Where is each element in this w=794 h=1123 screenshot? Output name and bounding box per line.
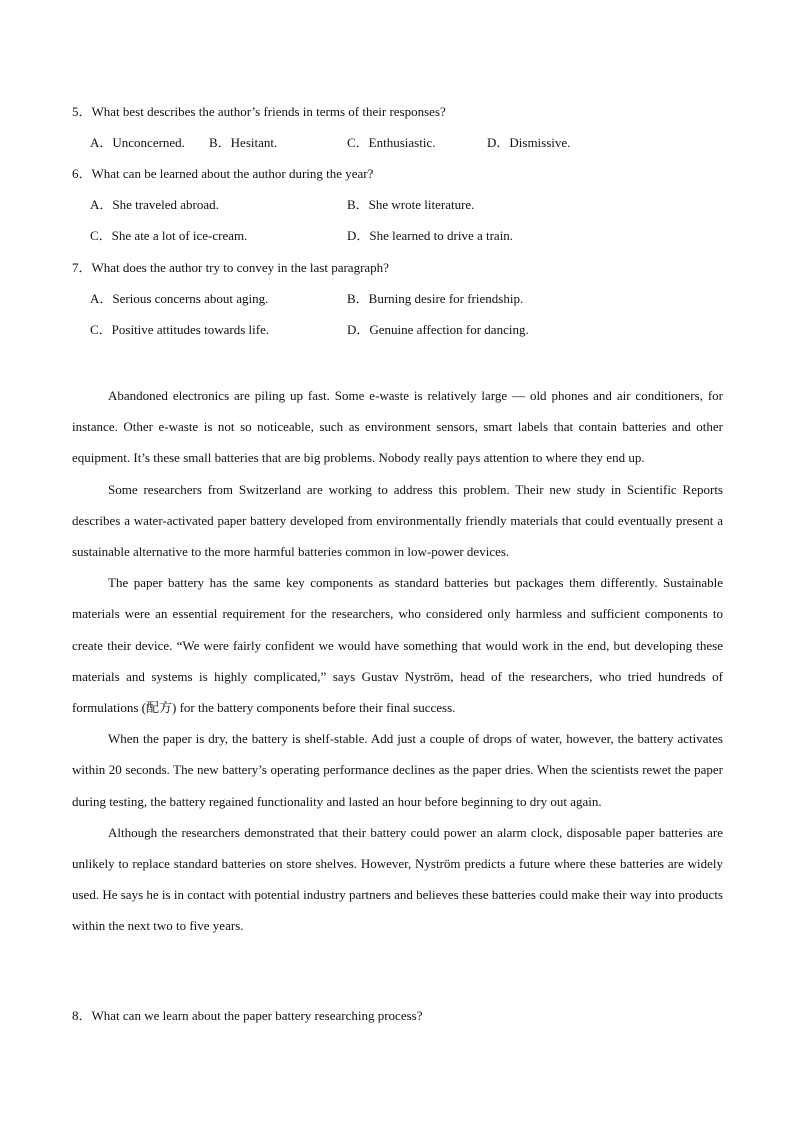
question-7-options-row1 [0,289,794,309]
option-b: B．Burning desire for friendship. [347,291,524,306]
question-7-options-row2 [0,320,794,340]
option-d: D．Genuine affection for dancing. [347,322,529,337]
passage-paragraph-4: When the paper is dry, the battery is shelf-stable. Add just a couple of drops of water, however, the battery activates within 20 seconds. The new battery’s operating performance declines as the paper dries. When the scientists rewet the paper during testing, the battery regained functionality and lasted an hour before beginning to dry out again. [72,731,723,809]
option-c: C．Positive attitudes towards life. [90,322,270,337]
question-7-stem: 7．What does the author try to convey in the last paragraph? [72,260,389,275]
reading-passage [72,380,723,942]
option-b: B．She wrote literature. [347,197,475,212]
option-b: B．Hesitant. [209,135,278,150]
option-d: D．She learned to drive a train. [347,228,514,243]
question-6-options-row2 [0,226,794,246]
option-a: A．Serious concerns about aging. [90,291,269,306]
passage-paragraph-2: Some researchers from Switzerland are working to address this problem. Their new study in Scientific Reports describes a water-activated paper battery developed from environmentally friendly materials that could eventually present a sustainable alternative to the more harmful batteries common in low-power devices. [72,481,723,560]
option-c: C．She ate a lot of ice-cream. [90,228,248,243]
passage-paragraph-3: The paper battery has the same key components as standard batteries but packages them differently. Sustainable materials were an essential requirement for the researchers, who considered only harmless and sufficient components to create their device. “We were fairly confident we would have something that would work in the end, but developing these materials and systems is highly complicated,” says Gustav Nyström, head of the researchers, who tried hundreds of formulations (配方) for the battery components before their final success. [72,575,723,716]
question-5-stem: 5．What best describes the author’s friends in terms of their responses? [72,104,446,119]
passage-paragraph-5: Although the researchers demonstrated that their battery could power an alarm clock, disposable paper batteries are unlikely to replace standard batteries on store shelves. However, Nyström predicts a future where these batteries are widely used. He says he is in contact with potential industry partners and believes these batteries could make their way into products within the next two to five years. [72,824,723,934]
question-6-stem: 6．What can be learned about the author during the year? [72,166,374,181]
option-c: C．Enthusiastic. [347,135,436,150]
question-6-options-row1 [0,195,794,215]
question-8-stem: 8．What can we learn about the paper battery researching process? [72,1008,423,1023]
option-a: A．Unconcerned. [90,135,185,150]
option-a: A．She traveled abroad. [90,197,219,212]
question-5-options [0,133,794,153]
passage-paragraph-1: Abandoned electronics are piling up fast. Some e-waste is relatively large — old phones and air conditioners, for instance. Other e-waste is not so noticeable, such as environment sensors, smart labels that contain batteries and other equipment. It’s these small batteries that are big problems. Nobody really pays attention to where they end up. [72,388,723,466]
option-d: D．Dismissive. [487,135,571,150]
